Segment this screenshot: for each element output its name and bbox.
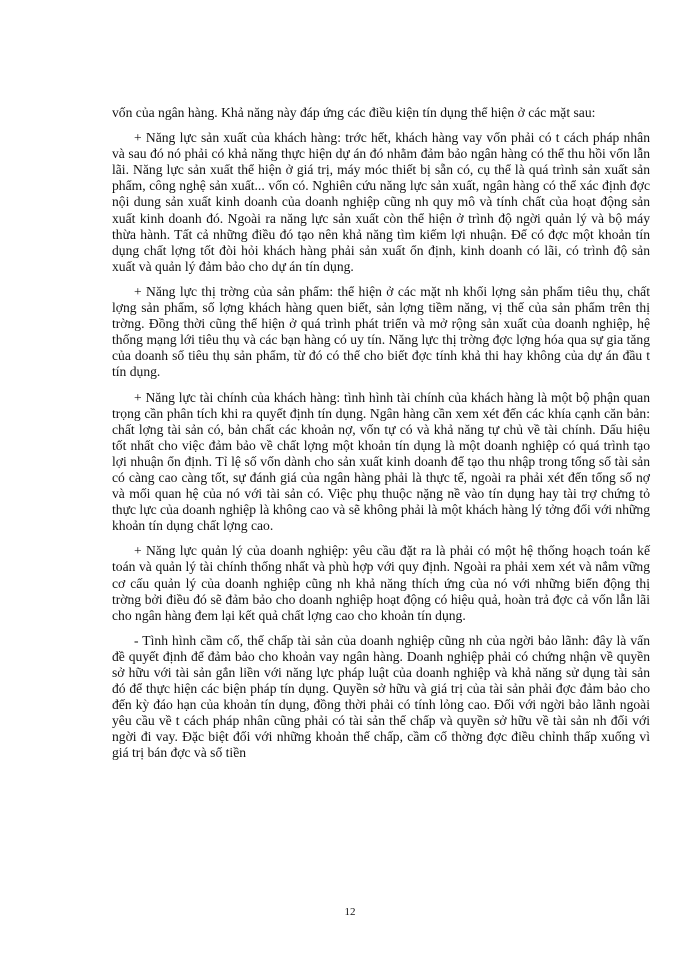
paragraph-intro: vốn của ngân hàng. Khả năng này đáp ứng các điều kiện tín dụng thể hiện ở các mặt sau: [112, 105, 596, 120]
paragraph-production-capacity: + Năng lực sản xuất của khách hàng: trớc hết, khách hàng vay vốn phải có t cách pháp nhân và sau đó nó phải có khả năng thực hiện dự án đó nhằm đảm bảo ngân hàng có thể thu hồi vốn lẫn lãi. Năng lực sản xuất thể hiện ở giá trị, máy móc thiết bị sẵn có, cụ thể là quá trình sản xuất sản phẩm, công nghệ sản xuất... vốn có. Nghiên cứu năng lực sản xuất, ngân hàng có thể xác định đợc nội dung sản xuất kinh doanh của doanh nghiệp cũng nh quy mô và tính chất của hoạt động sản xuất kinh doanh đó. Ngoài ra năng lực sản xuất còn thể hiện ở trình độ ngời quản lý và bộ máy thừa hành. Tất cả những điều đó tạo nên khả năng tìm kiếm lợi nhuận. Để có đợc một khoản tín dụng chất lợng tốt đòi hỏi khách hàng phải sản xuất ổn định, kinh doanh có lãi, có trình độ sản xuất và quản lý đảm bảo cho dự án tín dụng. [112, 130, 650, 274]
paragraph-market-capacity: + Năng lực thị trờng của sản phẩm: thể hiện ở các mặt nh khối lợng sản phẩm tiêu thụ, chất lợng sản phẩm, số lợng khách hàng quen biết, sản lợng tiềm năng, vị thế của sản phẩm trên thị trờng. Đồng thời cũng thể hiện ở quá trình phát triển và mở rộng sản xuất của doanh nghiệp, hệ thống mạng lới tiêu thụ và các bạn hàng có uy tín. Năng lực thị trờng đợc lợng hóa qua sự gia tăng của doanh số tiêu thụ sản phẩm, từ đó có thể cho biết đợc tính khả thi hay không của dự án đầu t tín dụng. [112, 283, 650, 380]
paragraph-management-capacity: + Năng lực quản lý của doanh nghiệp: yêu cầu đặt ra là phải có một hệ thống hoạch toán kế toán và quản lý tài chính thống nhất và phù hợp với quy định. Ngoài ra phải xem xét và nắm vững cơ cấu quản lý của doanh nghiệp cũng nh khả năng thích ứng của nó với những biến động thị trờng bởi điều đó sẽ đảm bảo cho doanh nghiệp hoạt động có hiệu quả, hoàn trả đợc cả vốn lẫn lãi cho ngân hàng đem lại kết quả chất lợng cao cho khoản tín dụng. [112, 543, 650, 623]
paragraph-collateral: - Tình hình cầm cố, thế chấp tài sản của doanh nghiệp cũng nh của ngời bảo lãnh: đây là vấn đề quyết định để đảm bảo cho khoản vay ngân hàng. Doanh nghiệp phải có chứng nhận về quyền sở hữu với tài sản gắn liền với năng lực pháp luật của doanh nghiệp và khả năng sử dụng tài sản đó để thực hiện các biện pháp tín dụng. Quyền sở hữu và giá trị của tài sản phải đợc đảm bảo cho đến kỳ đáo hạn của khoản tín dụng, đồng thời phải có tính lỏng cao. Đối với ngời bảo lãnh ngoài yêu cầu về t cách pháp nhân cũng phải có tài sản thế chấp và quyền sở hữu về tài sản nh đối với ngời đi vay. Đặc biệt đối với những khoản thế chấp, cầm cố thờng đợc điều chỉnh thấp xuống vì giá trị bán đợc và số tiền [112, 632, 650, 761]
paragraph-financial-capacity: + Năng lực tài chính của khách hàng: tình hình tài chính của khách hàng là một bộ phận quan trọng cần phân tích khi ra quyết định tín dụng. Ngân hàng cần xem xét đến các khía cạnh căn bản: chất lợng tài sản có, bản chất các khoản nợ, vốn tự có và khả năng tự chủ về tài chính. Dấu hiệu tốt nhất cho việc đảm bảo về chất lợng một khoản tín dụng là một doanh nghiệp có quá trình tạo lợi nhuận ổn định. Tỉ lệ số vốn dành cho sản xuất kinh doanh để tạo thu nhập trong tổng số tài sản có càng cao càng tốt, sự đánh giá của ngân hàng phải là thực tế, ngoài ra phải xét đến tổng số nợ và mối quan hệ của nó với tài sản có. Việc phụ thuộc nặng nề vào tín dụng hay tài trợ chứng tỏ thực lực của doanh nghiệp là không cao và sẽ không phải là một khách hàng lý tởng đối với những khoản tín dụng chất lợng cao. [112, 389, 650, 534]
page-number: 12 [344, 906, 356, 918]
document-body [112, 105, 650, 771]
